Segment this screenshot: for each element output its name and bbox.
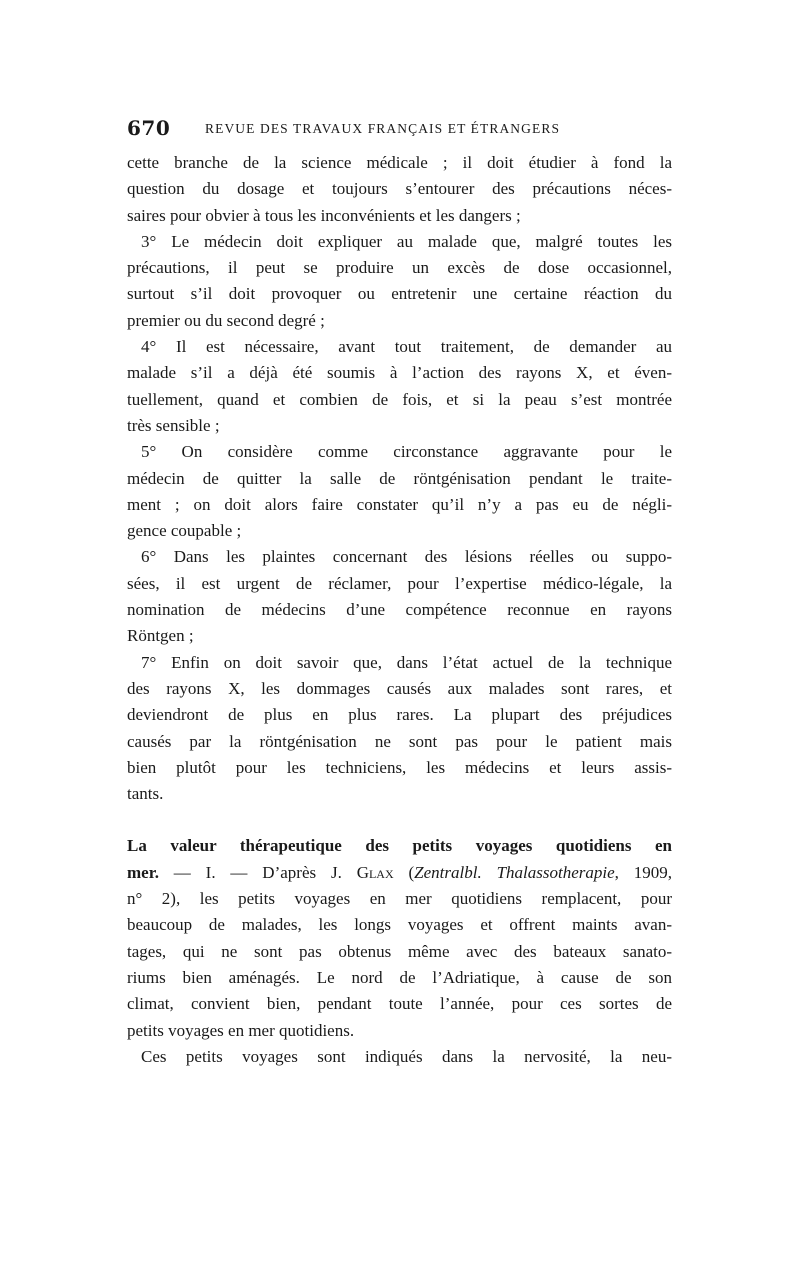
text-line: sées, il est urgent de réclamer, pour l’expertise médico-légale, la — [127, 573, 672, 593]
text-line: bien plutôt pour les techniciens, les médecins et leurs assis- — [127, 757, 672, 777]
journal-name: Zentralbl. Thalassotherapie — [414, 862, 615, 882]
article-citation-line — [127, 860, 672, 886]
text-line: riums bien aménagés. Le nord de l’Adriatique, à cause de son — [127, 967, 672, 987]
text-line: beaucoup de malades, les longs voyages et offrent maints avan- — [127, 915, 672, 935]
text-line: tants. — [127, 784, 164, 804]
article-title-line: La valeur thérapeutique des petits voyages quotidiens en — [127, 836, 672, 856]
page-header — [127, 116, 672, 142]
citation-open: ( — [393, 862, 415, 882]
text-line: ment ; on doit alors faire constater qu’il n’y a pas eu de négli- — [127, 494, 672, 514]
running-title: REVUE DES TRAVAUX FRANÇAIS ET ÉTRANGERS — [205, 121, 561, 136]
citation-rest: , 1909, — [614, 862, 672, 882]
text-line: n° 2), les petits voyages en mer quotidiens remplacent, pour — [127, 889, 672, 909]
text-line: malade s’il a déjà été soumis à l’action des rayons X, et éven- — [127, 363, 672, 383]
text-line: 3° Le médecin doit expliquer au malade que, malgré toutes les — [141, 231, 672, 251]
text-line: premier ou du second degré ; — [127, 310, 325, 330]
text-line: gence coupable ; — [127, 521, 242, 541]
page-number: 670 — [127, 116, 171, 140]
text-line: 6° Dans les plaintes concernant des lésions réelles ou suppo- — [141, 547, 672, 567]
article-byline: — I. — D’après J. — [158, 862, 357, 882]
text-line: 4° Il est nécessaire, avant tout traitement, de demander au — [141, 337, 672, 357]
text-line: climat, convient bien, pendant toute l’année, pour ces sortes de — [127, 994, 672, 1014]
text-line: cette branche de la science médicale ; il doit étudier à fond la — [127, 153, 672, 172]
text-line: Ces petits voyages sont indiqués dans la nervosité, la neu- — [141, 1046, 672, 1066]
article-author: Glax — [356, 862, 394, 882]
section-gap — [127, 807, 672, 833]
text-line: causés par la röntgénisation ne sont pas pour le patient mais — [127, 731, 672, 751]
text-line: surtout s’il doit provoquer ou entretenir une certaine réaction du — [127, 284, 672, 304]
text-line: médecin de quitter la salle de röntgénisation pendant le traite- — [127, 468, 672, 488]
text-line: question du dosage et toujours s’entourer des précautions néces- — [127, 179, 672, 199]
text-line: nomination de médecins d’une compétence reconnue en rayons — [127, 600, 672, 620]
text-line: petits voyages en mer quotidiens. — [127, 1020, 355, 1040]
text-line: deviendront de plus en plus rares. La plupart des préjudices — [127, 705, 672, 725]
text-line: très sensible ; — [127, 415, 220, 435]
text-line: saires pour obvier à tous les inconvénients et les dangers ; — [127, 205, 521, 225]
text-line: 7° Enfin on doit savoir que, dans l’état actuel de la technique — [141, 652, 672, 672]
text-line: Röntgen ; — [127, 626, 194, 646]
text-line: tages, qui ne sont pas obtenus même avec des bateaux sanato- — [127, 941, 672, 961]
text-line: précautions, il peut se produire un excès de dose occasionnel, — [127, 258, 672, 278]
body-text — [127, 150, 672, 1070]
article-title-end: mer. — [127, 862, 159, 882]
text-line: tuellement, quand et combien de fois, et si la peau s’est montrée — [127, 389, 672, 409]
text-line: des rayons X, les dommages causés aux malades sont rares, et — [127, 678, 672, 698]
text-line: 5° On considère comme circonstance aggravante pour le — [141, 442, 672, 462]
